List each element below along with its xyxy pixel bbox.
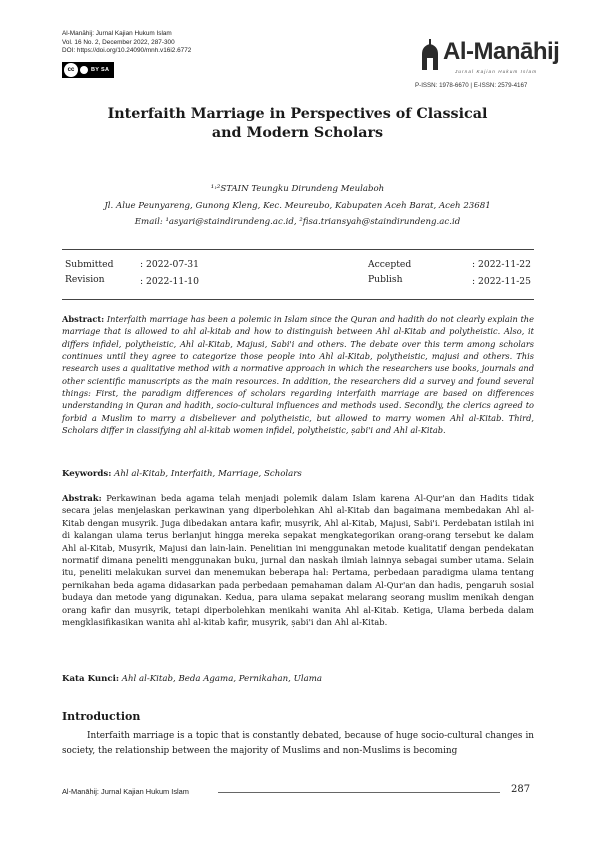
title-line-1: Interfaith Marriage in Perspectives of Classical [107, 106, 488, 122]
kata-kunci-label: Kata Kunci: [62, 674, 120, 684]
volume-line: Vol. 16 No. 2, December 2022, 287-300 [62, 38, 175, 46]
attribution-icon [80, 66, 88, 74]
abstract-indonesian [62, 492, 534, 628]
journal-logo-text: Al-Manāhij [443, 38, 560, 65]
abstract-label: Abstract: [62, 314, 105, 324]
paper-title [60, 105, 535, 143]
section-heading: Introduction [62, 710, 141, 723]
keywords-indonesian [62, 674, 534, 684]
keywords-label: Keywords: [62, 469, 112, 479]
footer-journal: Al-Manāhij: Jurnal Kajian Hukum Islam [62, 787, 189, 796]
cc-icon: cc [64, 63, 78, 77]
issn-line: P-ISSN: 1978-6670 | E-ISSN: 2579-4167 [415, 82, 528, 89]
affiliation-institution: ¹˒²STAIN Teungku Dirundeng Meulaboh [210, 184, 385, 194]
abstrak-text: Perkawinan beda agama telah menjadi polemik dalam Islam karena Al-Qur'an dan Hadits tidak secara jelas menjelaskan perkawinan yang diperbolehkan Ahl al-Kitab dan bagaimana membedakan Ahl al-Kitab dengan musyrik. Juga dibedakan antara kafir, musyrik, Ahl al-Kitab, Majusi, Sabi'i. Perdebatan istilah ini di kalangan ulama terus berlanjut hingga mereka sepakat mengkategorikan orang-orang tersebut ke dalam Ahl al-Kitab, Musyrik, Majusi dan lain-lain. Penelitian ini menggunakan metode kualitatif dengan pendekatan normatif dimana peneliti menggunakan buku, jurnal dan naskah ilmiah lainnya sebagai sumber utama. Selain itu, peneliti melakukan survei dan menemukan beberapa hal: Pertama, perbedaan paradigma ulama tentang pernikahan beda agama didasarkan pada perbedaan pemahaman dalam Al-Qur'an dan hadis, pengaruh sosial budaya dan metode yang digunakan. Kedua, para ulama sepakat melarang seorang muslim menikah dengan orang kafir dan musyrik, tetapi diperbolehkan menikahi wanita Ahl al-Kitab. Ketiga, Ulama berbeda dalam mengklasifikasikan wanita ahl al-kitab kafir, musyrik, ṣabi'i dan Ahl al-Kitab. [62, 493, 534, 628]
journal-logo-subtitle: Jurnal Kajian Hukum Islam [455, 69, 538, 74]
abstract-english [62, 313, 534, 436]
title-line-2: and Modern Scholars [211, 125, 384, 141]
abstract-text: Interfaith marriage has been a polemic in Islam since the Quran and hadith do not clearly explain the marriage that is allowed to ahl al-kitab and how to distinguish between Ahl al-Kitab and polytheistic. Also, it differs infidel, polytheistic, Ahl al-Kitab, Majusi, Sabi'i and others. The debate over this term among scholars continues until they agree to categorize those people into Ahl al-Kitab, polytheistic, majusi and others. This research uses a qualitative method with a normative approach in which the researchers use books, journals and other scientific manuscripts as the main resources. In addition, the researchers did a survey and found several things: First, the paradigm differences of scholars regarding interfaith marriage are based on differences understanding in Quran and hadith, socio-cultural influences and methods used. Secondly, the clerics agreed to forbid a Muslim to marry a disbeliever and polytheistic, but allowed to marry women Ahl al-Kitab. Third, Scholars differ in classifying ahl al-kitab women infidel, polytheistic, ṣabi'i and Ahl al-Kitab. [62, 314, 534, 436]
publish-label: Publish [368, 274, 403, 285]
revision-label: Revision [65, 274, 105, 285]
doi-line[interactable]: DOI: https://doi.org/10.24090/mnh.v16i2.6772 [62, 47, 192, 55]
abstrak-label: Abstrak: [62, 493, 102, 503]
publish-value: : 2022-11-25 [472, 276, 531, 287]
revision-value: : 2022-11-10 [140, 276, 199, 287]
license-by-label: BY SA [91, 67, 110, 73]
journal-info [62, 30, 191, 56]
cc-license-badge[interactable] [62, 62, 114, 78]
accepted-value: : 2022-11-22 [472, 259, 531, 270]
table-bottom-rule [62, 299, 534, 300]
keywords-english [62, 469, 534, 479]
keywords-text: Ahl al-Kitab, Interfaith, Marriage, Scholars [114, 469, 302, 479]
affiliation-address: Jl. Alue Peunyareng, Gunong Kleng, Kec. Meureubo, Kabupaten Aceh Barat, Aceh 23681 [104, 201, 491, 211]
submitted-label: Submitted [65, 259, 114, 270]
page-number: 287 [511, 784, 531, 795]
kata-kunci-text: Ahl al-Kitab, Beda Agama, Pernikahan, Ulama [121, 674, 323, 684]
intro-paragraph: Interfaith marriage is a topic that is constantly debated, because of huge socio-cultural changes in society, the relationship between the majority of Muslims and non-Muslims is becoming [62, 731, 534, 756]
journal-line: Al-Manāhij: Jurnal Kajian Hukum Islam [62, 30, 172, 37]
submitted-value: : 2022-07-31 [140, 259, 199, 270]
accepted-label: Accepted [368, 259, 412, 270]
table-top-rule [62, 249, 534, 250]
affiliation-email[interactable]: Email: ¹asyari@staindirundeng.ac.id, ²fisa.triansyah@staindirundeng.ac.id [134, 217, 461, 227]
footer-rule [218, 792, 500, 793]
